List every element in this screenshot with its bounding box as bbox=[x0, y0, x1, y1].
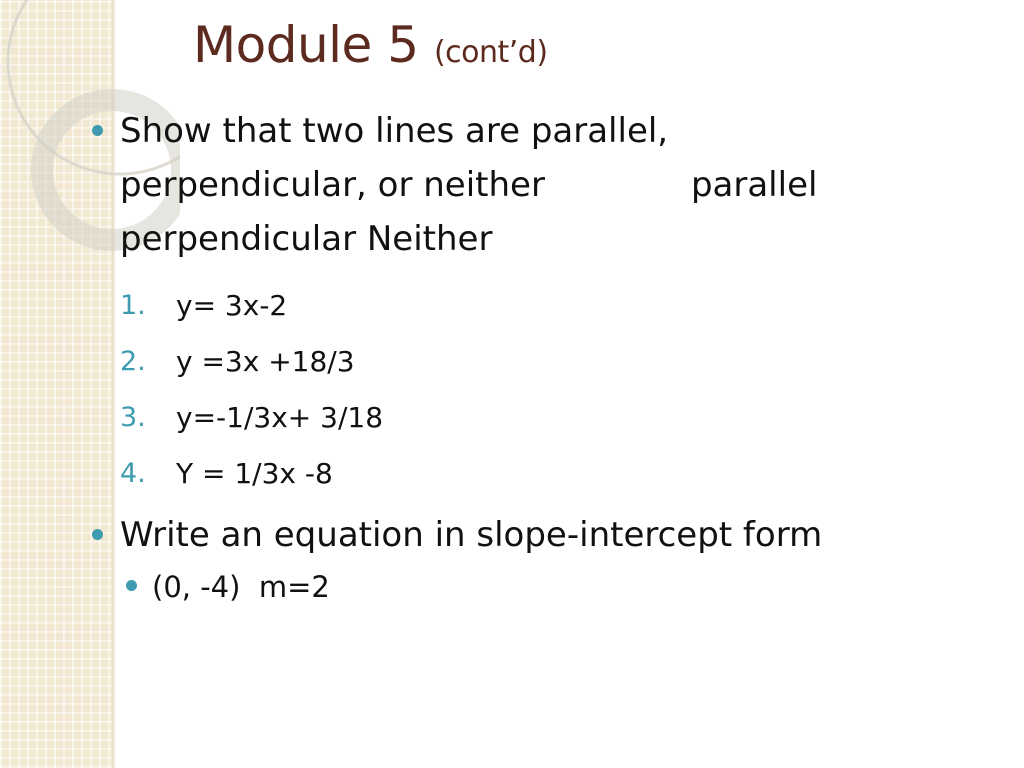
equation-number: 1. bbox=[120, 290, 146, 321]
bullet-dot bbox=[92, 529, 103, 540]
equation-text: y= 3x-2 bbox=[176, 289, 288, 322]
equation-number: 3. bbox=[120, 402, 146, 433]
bullet-parallel-perpendicular bbox=[88, 104, 988, 266]
equation-item bbox=[120, 390, 988, 446]
equation-number: 2. bbox=[120, 346, 146, 377]
sub-bullet-point-slope bbox=[88, 562, 988, 612]
equation-list bbox=[88, 278, 988, 502]
sub-bullet-slope: m=2 bbox=[258, 570, 330, 604]
slide-title bbox=[193, 16, 548, 74]
equation-number: 4. bbox=[120, 458, 146, 489]
bullet-line-2 bbox=[120, 158, 988, 212]
title-main: Module 5 bbox=[193, 16, 419, 74]
equation-item bbox=[120, 446, 988, 502]
option-parallel: parallel bbox=[690, 165, 818, 205]
bullet-line-1: Show that two lines are parallel, bbox=[120, 111, 669, 151]
slide-content bbox=[88, 104, 988, 612]
equation-text: y=-1/3x+ 3/18 bbox=[176, 401, 384, 434]
bullet-text: Write an equation in slope-intercept form bbox=[120, 515, 823, 555]
equation-text: y =3x +18/3 bbox=[176, 345, 355, 378]
equation-text: Y = 1/3x -8 bbox=[176, 457, 333, 490]
sub-bullet-point: (0, -4) bbox=[152, 570, 241, 604]
bullet-line-3: perpendicular Neither bbox=[120, 219, 493, 259]
equation-item bbox=[120, 278, 988, 334]
bullet-line-2-text: perpendicular, or neither bbox=[120, 165, 545, 205]
equation-item bbox=[120, 334, 988, 390]
sub-bullet-dot bbox=[126, 580, 137, 591]
bullet-dot bbox=[92, 125, 103, 136]
bullet-slope-intercept bbox=[88, 508, 988, 562]
sub-bullet-spacer bbox=[240, 570, 258, 604]
title-suffix: (cont’d) bbox=[433, 35, 548, 70]
